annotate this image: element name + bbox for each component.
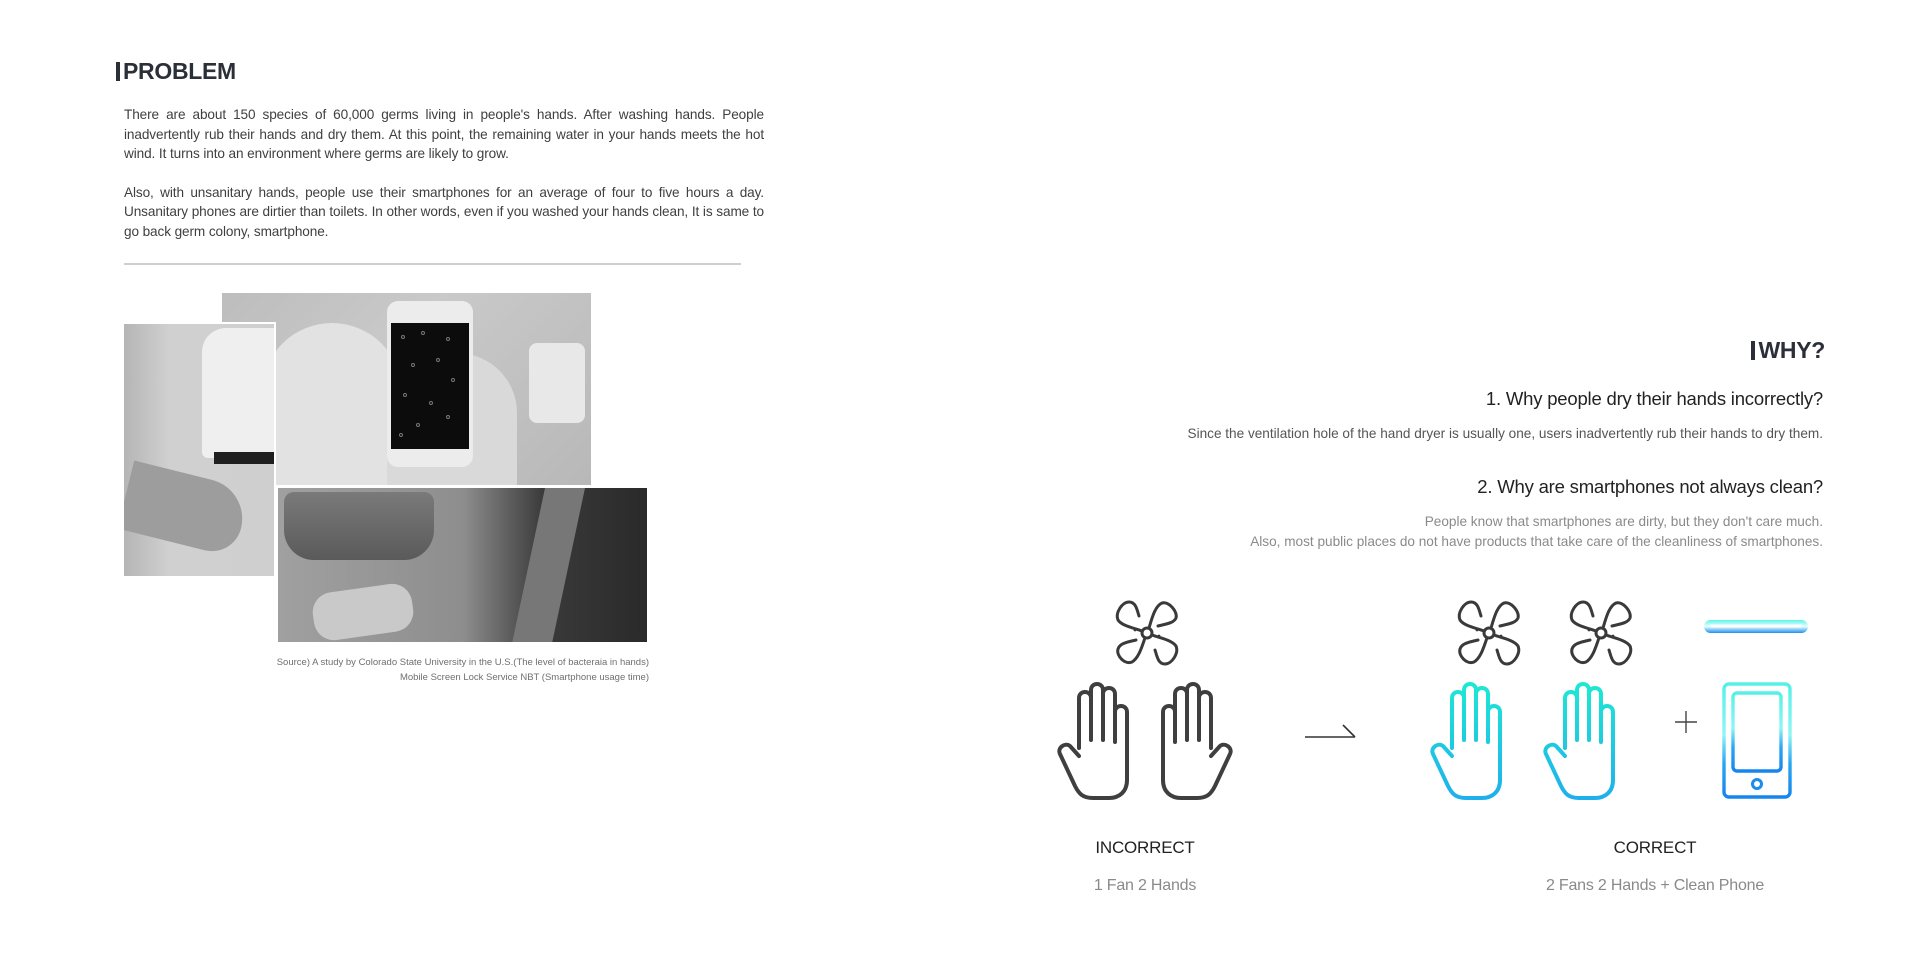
fan-icon	[1566, 598, 1636, 668]
why-answer-2-line-2: Also, most public places do not have products that take care of the cleanliness of smartphones.	[1250, 533, 1823, 549]
why-title: WHY?	[1751, 337, 1825, 364]
correct-label: CORRECT	[1613, 838, 1697, 857]
why-answer-2	[1250, 512, 1823, 551]
correct-caption: 2 Fans 2 Hands + Clean Phone	[1545, 877, 1765, 894]
problem-paragraph-1: There are about 150 species of 60,000 germs living in people's hands. After washing hands. People inadvertently rub their hands and dry them. At this point, the remaining water in your hands meets the hot wind. It turns into an environment where germs are likely to grow.	[124, 107, 764, 161]
why-question-2: 2. Why are smartphones not always clean?	[1477, 476, 1823, 497]
fan-icon	[1112, 598, 1182, 668]
plus-icon	[1674, 710, 1698, 734]
source-line-1: Source) A study by Colorado State University in the U.S.(The level of bacteraia in hands)	[276, 657, 649, 668]
incorrect-caption: 1 Fan 2 Hands	[1093, 877, 1197, 894]
why-answer-2-line-1: People know that smartphones are dirty, but they don't care much.	[1424, 514, 1823, 529]
why-answer-1	[1188, 424, 1824, 444]
hand-icon	[1430, 680, 1520, 802]
air-dryer-photo	[276, 486, 649, 644]
hand-icon	[1057, 680, 1147, 802]
hand-icon	[1143, 680, 1233, 802]
why-question-1: 1. Why people dry their hands incorrectly?	[1485, 388, 1823, 409]
source-note	[200, 655, 649, 685]
uv-light-bar-icon	[1702, 618, 1810, 636]
divider	[124, 263, 741, 265]
problem-paragraph-2: Also, with unsanitary hands, people use their smartphones for an average of four to five hours a day. Unsanitary phones are dirtier than toilets. In other words, even if you washed your hands clean, It is same to go back germ colony, smartphone.	[124, 184, 764, 239]
hand-dryer-photo	[122, 322, 276, 578]
arrow-right-icon	[1300, 720, 1362, 742]
problem-title: PROBLEM	[116, 58, 236, 85]
smartphone-icon	[1721, 681, 1793, 801]
source-line-2: Mobile Screen Lock Service NBT (Smartphone usage time)	[399, 672, 649, 683]
title-bar-icon	[116, 62, 120, 81]
title-bar-icon	[1751, 341, 1755, 360]
problem-body	[124, 105, 764, 241]
incorrect-label: INCORRECT	[1095, 838, 1195, 857]
fan-icon	[1454, 598, 1524, 668]
why-answer-1-line-1: Since the ventilation hole of the hand dryer is usually one, users inadvertently rub their hands to dry them.	[1187, 426, 1823, 441]
hand-icon	[1543, 680, 1633, 802]
